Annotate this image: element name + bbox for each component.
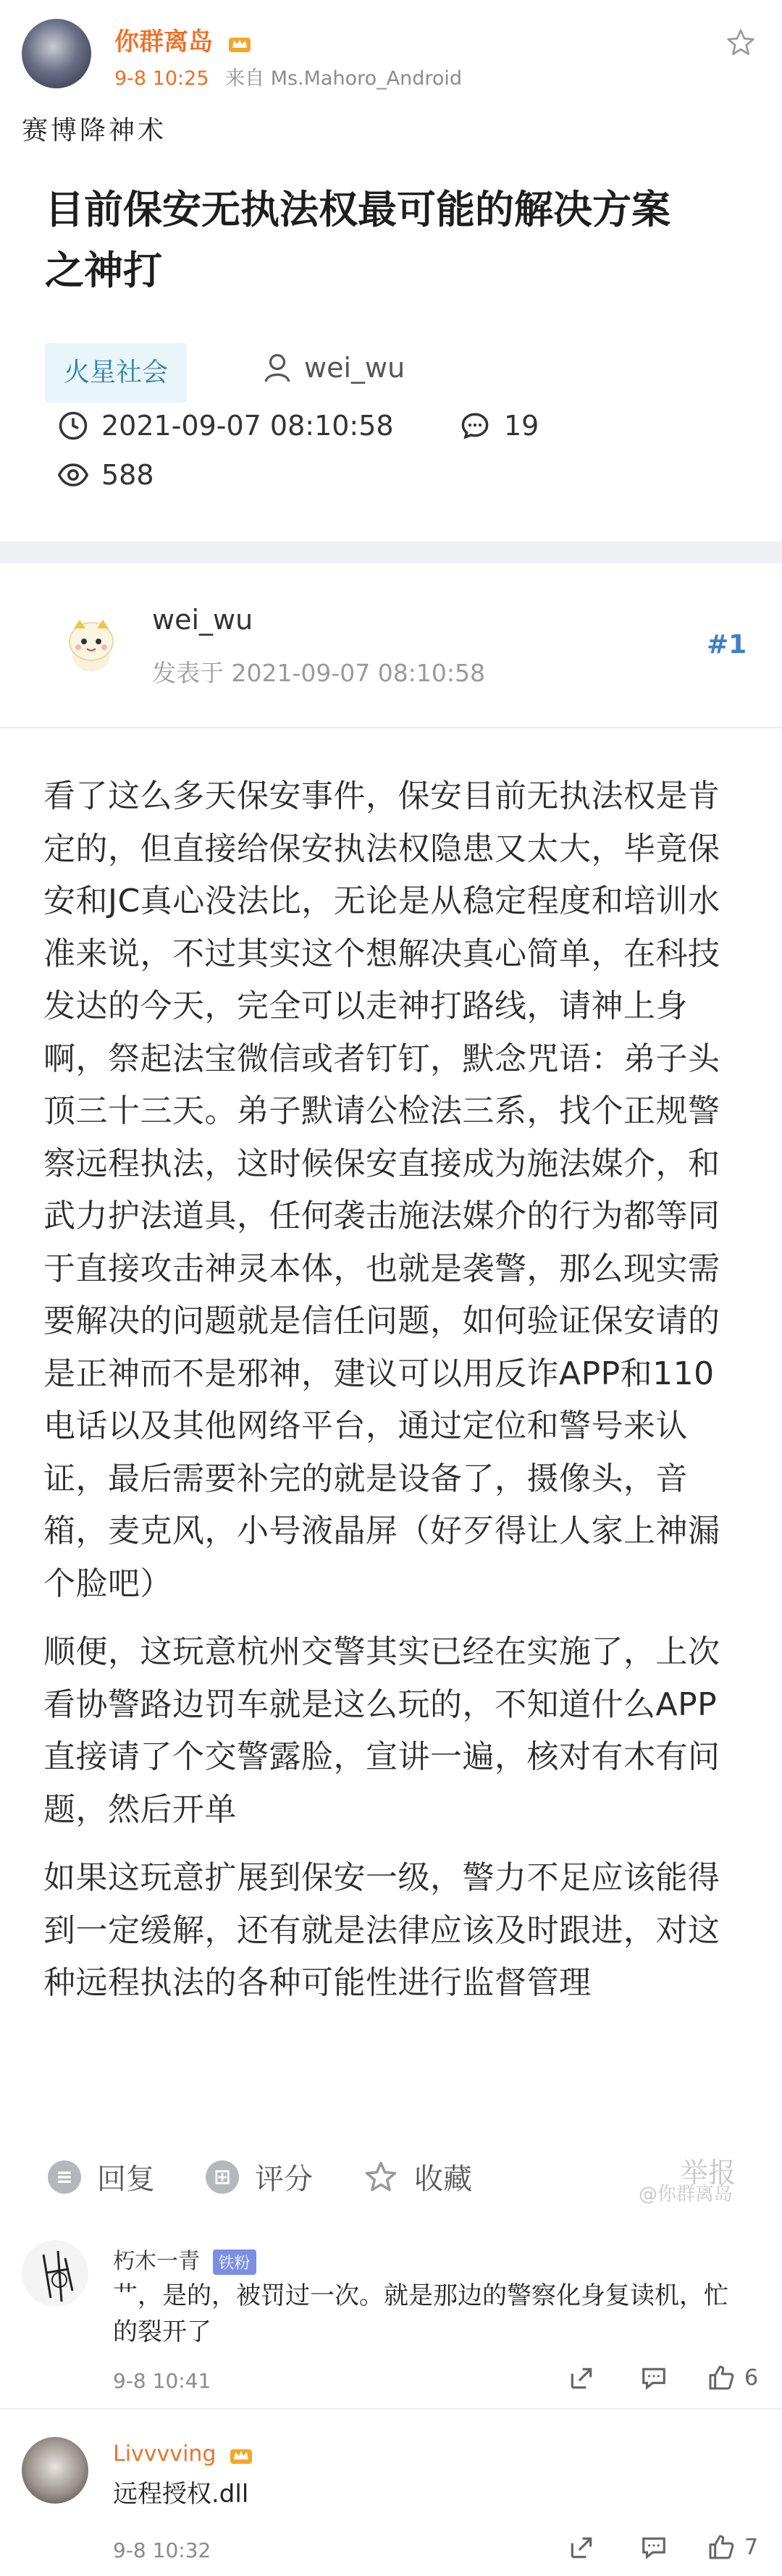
- comment-time: 9-8 10:32: [113, 2538, 211, 2562]
- floor-paragraph: 如果这玩意扩展到保安一级，警力不足应该能得到一定缓解，还有就是法律应该及时跟进，对这种远程执法的各种可能性进行监督管理: [43, 1859, 720, 2001]
- comment-text: 艹，是的，被罚过一次。就是那边的警察化身复读机，忙的裂开了: [113, 2281, 728, 2346]
- section-separator: [0, 542, 782, 563]
- poster-avatar[interactable]: [22, 19, 91, 88]
- star-icon: [362, 2158, 400, 2196]
- reply-label: 回复: [97, 2163, 155, 2196]
- user-icon: [264, 353, 291, 383]
- comment-reply-icon[interactable]: [640, 2534, 668, 2562]
- crown-icon: [229, 2445, 253, 2465]
- source-prefix: 来自: [225, 67, 265, 90]
- floor-header-divider: [0, 727, 782, 728]
- post-meta: [114, 62, 462, 91]
- like-button[interactable]: [707, 2533, 758, 2562]
- like-button[interactable]: [707, 2363, 758, 2392]
- star-favorite-icon[interactable]: [724, 26, 757, 59]
- comment-avatar[interactable]: [22, 2240, 88, 2307]
- thread-datetime-text: 2021-09-07 08:10:58: [101, 410, 394, 442]
- comment-reply-icon[interactable]: [640, 2365, 668, 2392]
- thread-author-name[interactable]: wei_wu: [304, 352, 405, 384]
- thread-views-count: 588: [101, 459, 154, 491]
- floor-author-name[interactable]: wei_wu: [152, 604, 253, 636]
- comment-author[interactable]: [113, 2441, 253, 2467]
- comment-time: 9-8 10:41: [113, 2369, 211, 2393]
- reply-button[interactable]: [48, 2156, 155, 2197]
- thread-comments-count: 19: [504, 410, 539, 442]
- floor-author-avatar[interactable]: [58, 613, 125, 679]
- floor-paragraph: 看了这么多天保安事件，保安目前无执法权是肯定的，但直接给保安执法权隐患又太大，毕竟保安和JC真心没法比，无论是从稳定程度和培训水准来说，不过其实这个想解决真心简单，在科技发达的今天，完全可以走神打路线，请神上身啊，祭起法宝微信或者钉钉，默念咒语：弟子头顶三十三天。弟子默请公检法三系，找个正规警察远程执法，这时候保安直接成为施法媒介，和武力护法道具，任何袭击施法媒介的行为都等同于直接攻击神灵本体，也就是袭警，那么现实需要解决的问题就是信任问题，如何验证保安请的是正神而不是邪神，建议可以用反诈APP和110电话以及其他网络平台，通过定位和警号来认证，最后需要补完的就是设备了，摄像头，音箱，麦克风，小号液晶屏（好歹得让人家上神漏个脸吧）: [43, 778, 720, 1602]
- fan-badge: 铁粉: [213, 2249, 256, 2275]
- poster-name[interactable]: [114, 22, 252, 57]
- thread-title-line1: 目前保安无执法权最可能的解决方案: [45, 187, 670, 232]
- source-app[interactable]: Ms.Mahoro_Android: [270, 67, 463, 90]
- post-time: 9-8 10:25: [114, 67, 209, 90]
- comment-divider: [0, 2408, 782, 2409]
- eye-icon: [58, 463, 88, 487]
- like-count: 6: [744, 2365, 759, 2391]
- thread-comments[interactable]: [459, 410, 539, 442]
- avatar-cartoon-icon: [58, 613, 125, 679]
- post-subtitle: 赛博降神术: [22, 116, 167, 146]
- share-icon[interactable]: [568, 2534, 595, 2562]
- favorite-label: 收藏: [414, 2163, 472, 2196]
- comment-avatar[interactable]: [22, 2437, 88, 2504]
- comment-author[interactable]: [113, 2243, 256, 2275]
- floor-body: [43, 770, 739, 2026]
- floor-posted-at: 发表于 2021-09-07 08:10:58: [152, 659, 485, 687]
- reply-icon: ≡: [48, 2160, 81, 2194]
- favorite-button[interactable]: [362, 2156, 472, 2197]
- avatar-sketch-icon: [22, 2240, 88, 2307]
- like-count: 7: [744, 2534, 759, 2560]
- crown-icon: [227, 33, 252, 54]
- thumbs-up-icon: [707, 2363, 736, 2392]
- floor-paragraph: 顺便，这玩意杭州交警其实已经在实施了，上次看协警路边罚车就是这么玩的，不知道什么APP直接请了个交警露脸，宣讲一遍，核对有木有问题，然后开单: [43, 1633, 720, 1828]
- forum-tag[interactable]: 火星社会: [45, 343, 187, 403]
- share-icon[interactable]: [568, 2365, 595, 2392]
- thread-author[interactable]: [264, 352, 405, 384]
- rate-button[interactable]: [206, 2156, 313, 2197]
- rate-label: 评分: [255, 2163, 313, 2196]
- rate-icon: ⊞: [206, 2160, 239, 2194]
- floor-number[interactable]: #1: [707, 630, 747, 660]
- comment-bubble-icon: [459, 411, 491, 441]
- clock-icon: [58, 411, 88, 441]
- thread-title-line2: 之神打: [45, 248, 162, 293]
- comment-text: 远程授权.dll: [113, 2480, 249, 2509]
- thumbs-up-icon: [707, 2533, 736, 2562]
- thread-views: [58, 459, 154, 491]
- weibo-watermark: @你群离岛: [639, 2184, 733, 2205]
- thread-title: [45, 180, 754, 301]
- comment-author-name[interactable]: Livvvving: [113, 2441, 216, 2467]
- comment-author-name[interactable]: 朽木一青: [113, 2249, 200, 2274]
- poster-name-text[interactable]: 你群离岛: [114, 28, 213, 56]
- report-button[interactable]: 举报: [681, 2157, 736, 2189]
- thread-datetime: [58, 410, 394, 442]
